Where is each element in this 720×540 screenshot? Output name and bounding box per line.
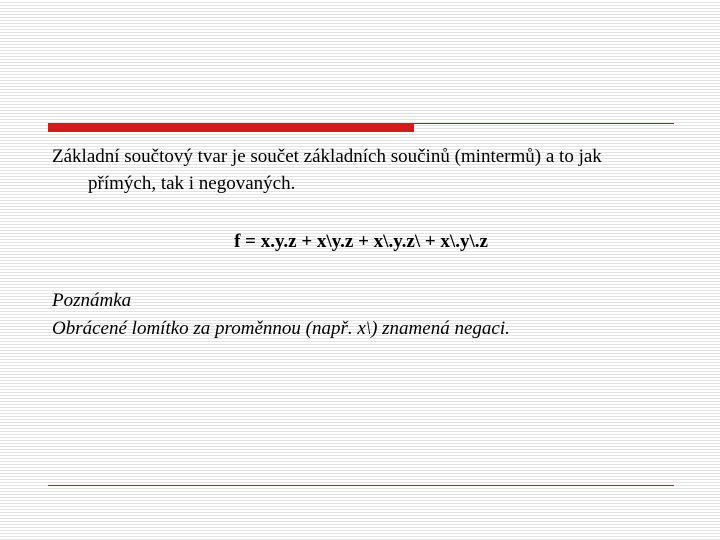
body-paragraph-line-2: přímých, tak i negovaných. [88, 173, 296, 194]
boolean-formula: f = x.y.z + x\y.z + x\.y.z\ + x\.y\.z [234, 231, 488, 252]
note-text: Obrácené lomítko za proměnnou (např. x\) znamená negaci. [52, 318, 510, 339]
body-paragraph-line-1: Základní součtový tvar je součet základních součinů (mintermů) a to jak [52, 146, 602, 167]
note-title: Poznámka [52, 290, 132, 311]
bottom-divider-line [48, 485, 674, 486]
top-accent-bar [48, 123, 414, 132]
note-block [52, 287, 672, 343]
body-paragraph [52, 143, 672, 197]
